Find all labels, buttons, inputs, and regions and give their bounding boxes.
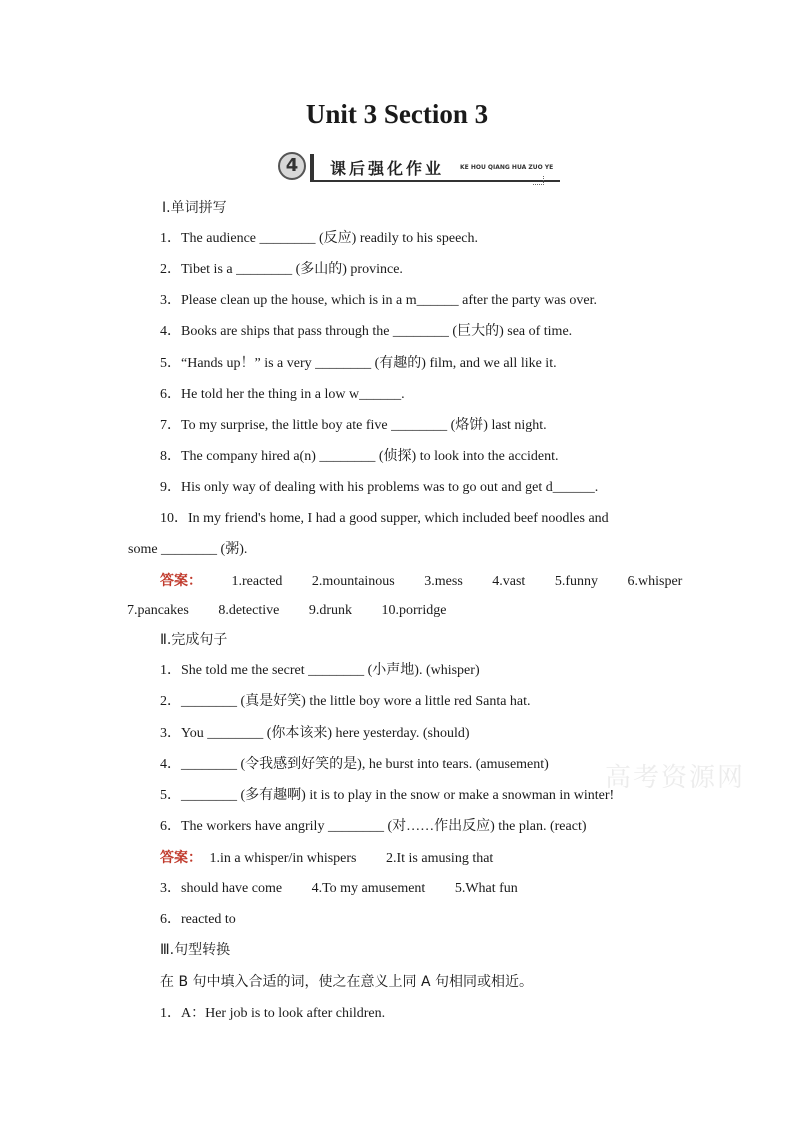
- banner-tail-decoration: [533, 176, 544, 185]
- part1-answers-line-1: [160, 571, 708, 592]
- answer: 8.detective: [218, 603, 280, 618]
- part2-item-4: 4．________ (令我感到好笑的是), he burst into tears. (amusement): [160, 757, 549, 772]
- watermark: 高考资源网: [605, 763, 746, 793]
- part1-answers-line-2: [127, 601, 472, 621]
- answer: 1.reacted: [231, 574, 283, 589]
- part2-item-2: 2．________ (真是好笑) the little boy wore a little red Santa hat.: [160, 694, 531, 709]
- answer-label: 答案：: [160, 850, 202, 866]
- answer: 2.It is amusing that: [385, 851, 494, 866]
- answer: 4.vast: [492, 574, 526, 589]
- part3-heading: Ⅲ.句型转换: [160, 942, 231, 958]
- part1-item-10: 10．In my friend's home, I had a good supper, which included beef noodles and: [160, 511, 609, 526]
- part3-instruction: 在 B 句中填入合适的词，使之在意义上同 A 句相同或相近。: [160, 974, 533, 990]
- answer: 3．should have come: [160, 881, 283, 896]
- part1-item-9: 9．His only way of dealing with his problems was to go out and get d______.: [160, 480, 599, 495]
- part2-item-5: 5．________ (多有趣啊) it is to play in the snow or make a snowman in winter!: [160, 788, 615, 803]
- part1-heading: Ⅰ.单词拼写: [162, 200, 227, 216]
- answer: 1.in a whisper/in whispers: [209, 851, 357, 866]
- part3-item-1: 1．A：Her job is to look after children.: [160, 1006, 386, 1021]
- answer: 6.whisper: [627, 574, 683, 589]
- part1-item-4: 4．Books are ships that pass through the ________ (巨大的) sea of time.: [160, 324, 573, 339]
- part2-item-3: 3．You ________ (你本该来) here yesterday. (should): [160, 726, 470, 741]
- part1-item-7: 7．To my surprise, the little boy ate five ________ (烙饼) last night.: [160, 418, 547, 433]
- banner-bar-decoration: [310, 154, 314, 180]
- page-title: Unit 3 Section 3: [305, 99, 489, 129]
- part1-item-8: 8．The company hired a(n) ________ (侦探) to look into the accident.: [160, 449, 559, 464]
- part2-heading: Ⅱ.完成句子: [160, 632, 228, 648]
- part1-item-2: 2．Tibet is a ________ (多山的) province.: [160, 262, 403, 277]
- part2-item-6: 6．The workers have angrily ________ (对……作出反应) the plan. (react): [160, 819, 587, 834]
- answer: 2.mountainous: [311, 574, 395, 589]
- part2-answers-line-1: [160, 848, 519, 869]
- answer: 6．reacted to: [160, 912, 236, 927]
- answer: 7.pancakes: [127, 603, 189, 618]
- part1-item-10-cont: some ________ (粥).: [128, 542, 248, 557]
- part1-item-6: 6．He told her the thing in a low w______.: [160, 387, 405, 402]
- part1-item-3: 3．Please clean up the house, which is in a m______ after the party was over.: [160, 293, 597, 308]
- answer: 5.What fun: [454, 881, 518, 896]
- answer: 3.mess: [424, 574, 463, 589]
- part1-item-5: 5．“Hands up！” is a very ________ (有趣的) film, and we all like it.: [160, 356, 557, 371]
- part2-answers-line-3: [160, 910, 262, 930]
- banner-pinyin: KE HOU QIANG HUA ZUO YE: [460, 164, 554, 171]
- banner-label-box: [310, 154, 560, 182]
- answer: 5.funny: [554, 574, 598, 589]
- section-banner: [278, 150, 568, 184]
- banner-number-badge: 4: [278, 152, 306, 180]
- answer-label: 答案：: [160, 573, 202, 589]
- answer: 10.porridge: [381, 603, 447, 618]
- answer: 9.drunk: [308, 603, 353, 618]
- part1-item-1: 1．The audience ________ (反应) readily to his speech.: [160, 231, 479, 246]
- answer: 4.To my amusement: [311, 881, 426, 896]
- banner-label: 课后强化作业: [330, 159, 445, 178]
- part2-answers-line-2: [160, 879, 544, 899]
- part2-item-1: 1．She told me the secret ________ (小声地). (whisper): [160, 663, 480, 678]
